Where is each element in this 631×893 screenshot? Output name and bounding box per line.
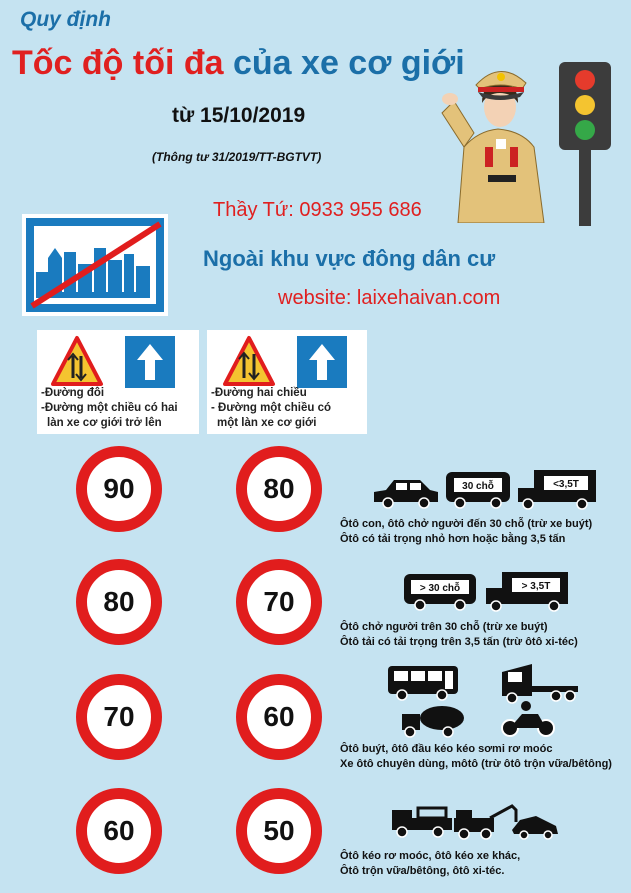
truck-weight-label: <3,5T (553, 479, 579, 490)
description-line: Xe ôtô chuyên dùng, môtô (trừ ôtô trộn vữa/bêtông) (340, 758, 612, 770)
speed-limit-sign (76, 788, 162, 874)
website-label: website: laixehaivan.com (278, 287, 501, 309)
description-line: Ôtô tải có tải trọng trên 3,5 tấn (trừ ôtô xi-téc) (340, 636, 578, 648)
header-quy-dinh: Quy định (20, 8, 111, 31)
vehicle-description (340, 517, 592, 547)
traffic-police-illustration (438, 55, 558, 223)
speed-limit-value: 80 (103, 586, 135, 617)
vehicle-description (340, 849, 520, 879)
motorcycle-icon (502, 701, 554, 736)
tractor-head-icon (502, 664, 578, 703)
traffic-light-illustration (553, 58, 617, 228)
road-type-panel-divided (37, 330, 199, 434)
speed-limit-value: 50 (263, 815, 295, 846)
bus-capacity-label: 30 chỗ (462, 481, 494, 492)
speed-limit-value: 60 (103, 815, 135, 846)
vehicles-group-2 (402, 570, 572, 614)
light-truck-icon (518, 470, 596, 509)
trailer-truck-icon (392, 808, 452, 837)
road-type-line: -Đường đôi (41, 387, 105, 399)
speed-limit-value: 70 (103, 701, 135, 732)
special-vehicle-icon (402, 706, 464, 737)
title-part-2: của xe cơ giới (233, 44, 465, 82)
end-residential-area-sign (22, 214, 168, 316)
vehicles-group-4 (390, 800, 570, 844)
speed-limit-sign (76, 674, 162, 760)
teacher-contact: Thầy Tứ: 0933 955 686 (213, 199, 422, 221)
speed-limit-sign (76, 559, 162, 645)
vehicle-description (340, 742, 612, 772)
speed-limit-sign (236, 446, 322, 532)
road-type-line: - Đường một chiều có (211, 402, 332, 414)
area-heading: Ngoài khu vực đông dân cư (203, 246, 496, 271)
city-bus-icon (388, 666, 458, 700)
vehicles-group-1 (372, 468, 600, 512)
page-title (12, 44, 465, 83)
heavy-truck-icon (486, 572, 568, 611)
description-line: Ôtô có tải trọng nhỏ hơn hoặc bằng 3,5 tấn (340, 533, 566, 545)
car-icon (374, 480, 438, 508)
divided-road-warning-icon (53, 338, 101, 384)
speed-limit-sign (236, 559, 322, 645)
speed-limit-value: 80 (263, 473, 295, 504)
road-sign-pair-two-way (223, 334, 363, 390)
speed-limit-sign (236, 674, 322, 760)
speed-limit-sign (76, 446, 162, 532)
description-line: Ôtô buýt, ôtô đầu kéo kéo sơmi rơ moóc (340, 743, 553, 755)
speed-limit-sign (236, 788, 322, 874)
bus-capacity-label: > 30 chỗ (419, 583, 461, 594)
description-line: Ôtô trộn vữa/bêtông, ôtô xi-téc. (340, 865, 505, 877)
two-way-warning-icon (225, 338, 273, 384)
description-line: Ôtô chở người trên 30 chỗ (trừ xe buýt) (340, 621, 548, 633)
road-type-line: -Đường hai chiều (211, 387, 307, 399)
vehicle-description (340, 620, 578, 650)
effective-date: từ 15/10/2019 (172, 104, 306, 127)
title-part-1: Tốc độ tối đa (12, 44, 224, 82)
road-sign-pair-divided (51, 334, 191, 390)
road-type-line: -Đường một chiều có hai (41, 402, 178, 414)
road-type-line: một làn xe cơ giới (217, 417, 317, 429)
description-line: Ôtô kéo rơ moóc, ôtô kéo xe khác, (340, 850, 521, 862)
speed-limit-value: 90 (103, 473, 135, 504)
minibus-icon (446, 472, 510, 508)
tow-truck-icon (454, 806, 516, 839)
road-type-panel-two-way (207, 330, 367, 434)
speed-limit-value: 60 (263, 701, 295, 732)
towed-car-icon (512, 816, 558, 839)
vehicles-group-3 (386, 662, 586, 742)
circular-reference: (Thông tư 31/2019/TT-BGTVT) (152, 150, 322, 164)
description-line: Ôtô con, ôtô chở người đến 30 chỗ (trừ xe buýt) (340, 518, 593, 530)
truck-weight-label: > 3,5T (521, 581, 551, 592)
speed-limit-value: 70 (263, 586, 295, 617)
road-type-line: làn xe cơ giới trở lên (47, 417, 162, 429)
bus-icon (404, 574, 476, 610)
